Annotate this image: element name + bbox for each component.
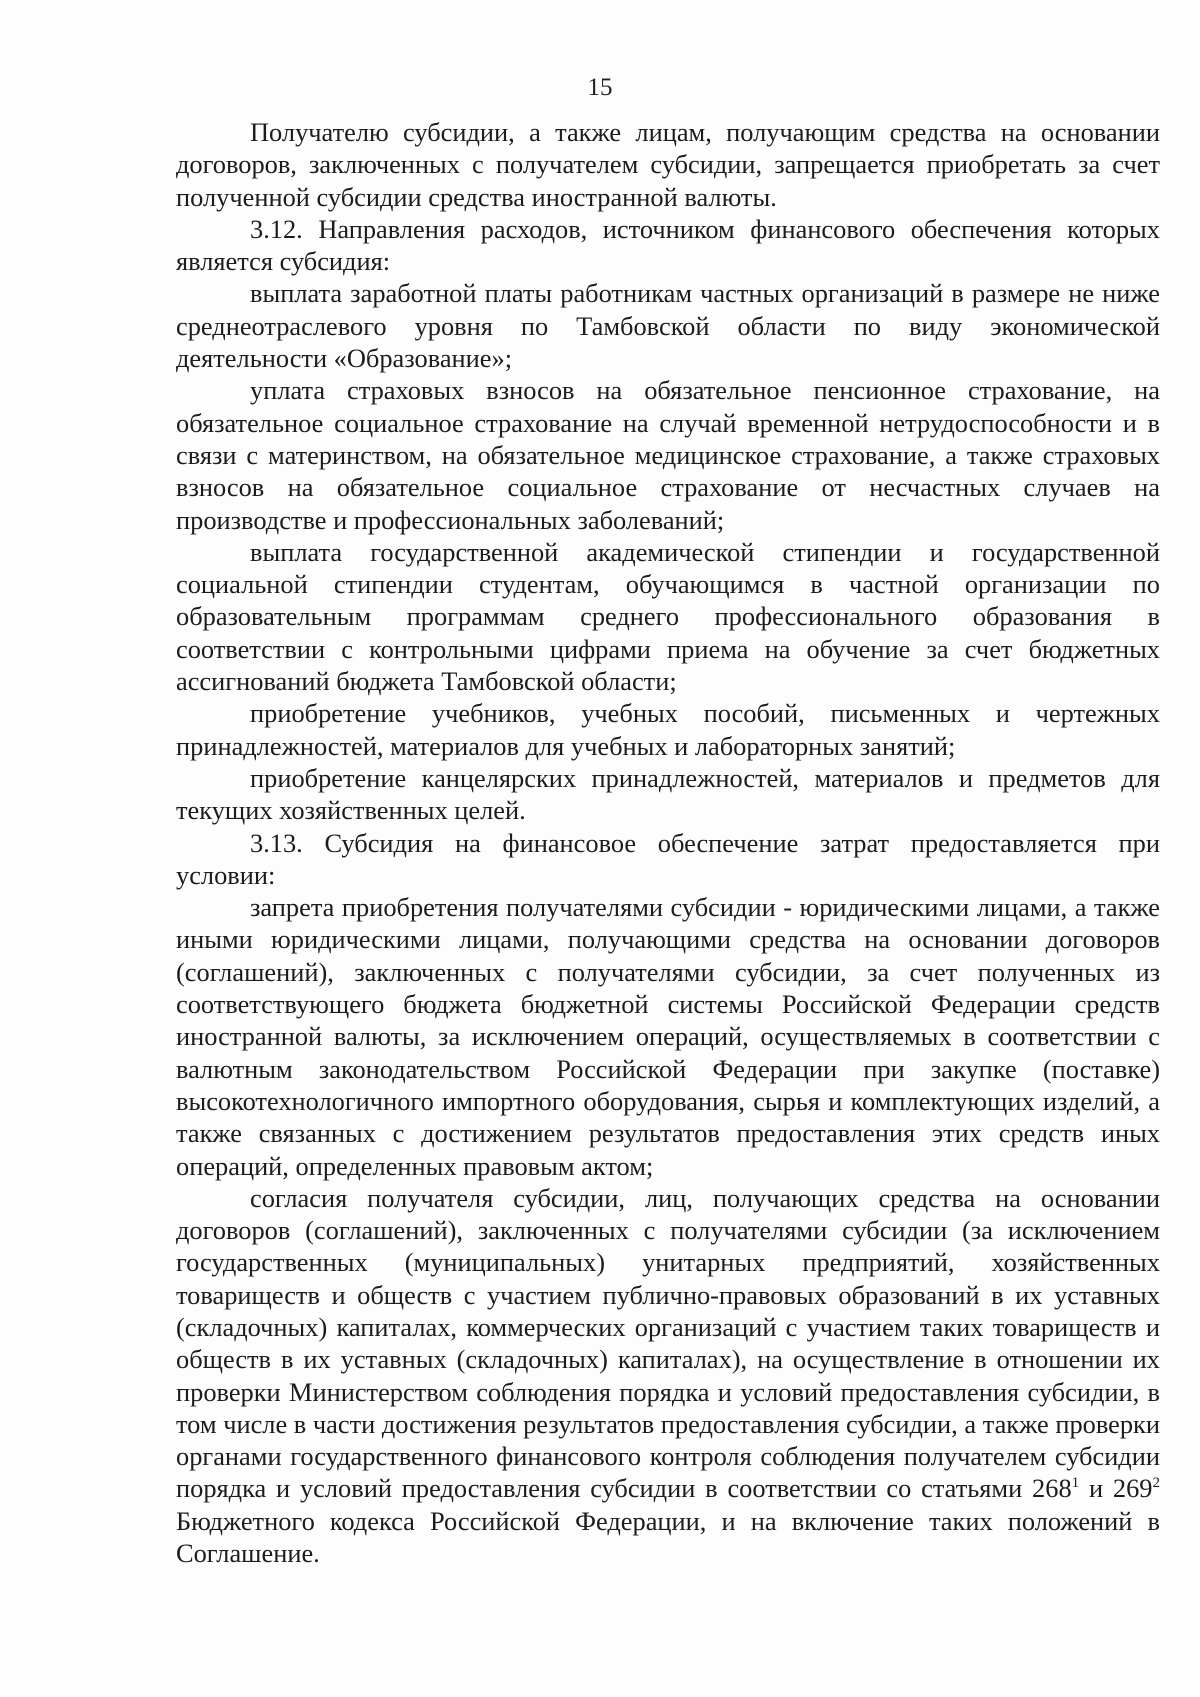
paragraph: Получателю субсидии, а также лицам, получающим средства на основании договоров, заключенных с получателем субсидии, запрещается приобретать за счет полученной субсидии средства иностранной валюты. bbox=[176, 117, 1160, 212]
list-item: приобретение учебников, учебных пособий, письменных и чертежных принадлежностей, материалов для учебных и лабораторных занятий; bbox=[176, 698, 1160, 761]
conjunction-text: и bbox=[1079, 1473, 1113, 1504]
page-number: 15 bbox=[587, 74, 613, 101]
condition-item-last bbox=[176, 1182, 1160, 1570]
article-ref-1: 268 bbox=[1032, 1473, 1072, 1504]
condition-item: запрета приобретения получателями субсидии - юридическими лицами, а также иными юридическими лицами, получающими средства на основании договоров (соглашений), заключенных с получателями субсидии, за счет полученных из соответствующего бюджета бюджетной системы Российской Федерации средств иностранной валюты, за исключением операций, осуществляемых в соответствии с валютным законодательством Российской Федерации при закупке (поставке) высокотехнологичного импортного оборудования, сырья и комплектующих изделий, а также связанных с достижением результатов предоставления этих средств иных операций, определенных правовым актом; bbox=[176, 892, 1160, 1181]
section-3-12-heading: 3.12. Направления расходов, источником финансового обеспечения которых является субсидия: bbox=[176, 213, 1160, 277]
article-ref-2-superscript: 2 bbox=[1152, 1475, 1160, 1492]
article-ref-2: 269 bbox=[1112, 1473, 1153, 1504]
condition-text-after: Бюджетного кодекса Российской Федерации, и на включение таких положений в Соглашение. bbox=[176, 1505, 1160, 1569]
list-item: выплата государственной академической стипендии и государственной социальной стипендии студентам, обучающимся в частной организации по образовательным программам среднего профессионального образования в соответствии с контрольными цифрами приема на обучение за счет бюджетных ассигнований бюджета Тамбовской области; bbox=[176, 536, 1160, 697]
article-ref-1-superscript: 1 bbox=[1071, 1475, 1080, 1492]
section-3-13-heading: 3.13. Субсидия на финансовое обеспечение затрат предоставляется при условии: bbox=[176, 827, 1160, 890]
list-item: выплата заработной платы работникам частных организаций в размере не ниже среднеотраслевого уровня по Тамбовской области по виду экономической деятельности «Образование»; bbox=[176, 278, 1160, 374]
list-item: уплата страховых взносов на обязательное пенсионное страхование, на обязательное социальное страхование на случай временной нетрудоспособности и в связи с материнством, на обязательное медицинское страхование, а также страховых взносов на обязательное социальное страхование от несчастных случаев на производстве и профессиональных заболеваний; bbox=[176, 375, 1160, 535]
list-item: приобретение канцелярских принадлежностей, материалов и предметов для текущих хозяйственных целей. bbox=[176, 762, 1160, 826]
document-body bbox=[176, 116, 1160, 1569]
condition-text-before: согласия получателя субсидии, лиц, получающих средства на основании договоров (соглашений), заключенных с получателями субсидии (за исключением государственных (муниципальных) унитарных предприятий, хозяйственных товариществ и обществ с участием публично-правовых образований в их уставных (складочных) капиталах, коммерческих организаций с участием таких товариществ и обществ в их уставных (складочных) капиталах), на осуществление в отношении их проверки Министерством соблюдения порядка и условий предоставления субсидии, в том числе в части достижения результатов предоставления субсидии, а также проверки органами государственного финансового контроля соблюдения получателем субсидии порядка и условий предоставления субсидии в соответствии со статьями bbox=[176, 1182, 1160, 1504]
